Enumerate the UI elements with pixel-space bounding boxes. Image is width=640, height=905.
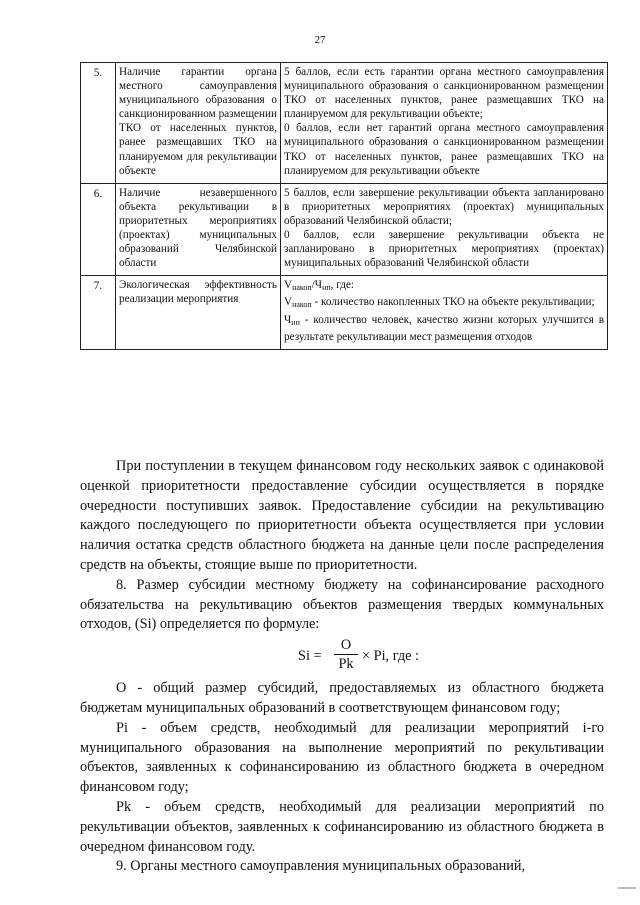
table-row bbox=[81, 276, 608, 349]
criterion-scoring bbox=[281, 183, 608, 276]
formula-tail: , где: bbox=[330, 279, 355, 292]
scan-edge-mark bbox=[618, 887, 636, 889]
definition-o: O - общий размер субсидий, предоставляемых из областного бюджета бюджетам муниципальных образований в соответствующем финансовом году; bbox=[80, 680, 604, 716]
score-5-text: 5 баллов, если есть гарантии органа местного самоуправления муниципального образования о санкционированном размещении ТКО от населенных пунктов, ранее размещавших ТКО на планируемом для рекультивации объекте; bbox=[284, 66, 604, 121]
definition-ch bbox=[284, 313, 604, 344]
definition-pi: Pi - объем средств, необходимый для реализации мероприятий i-го муниципального образования на выполнение мероприятий по рекультивации объектов, заявленных к софинансированию из областного бюджета в очередном финансовом году; bbox=[80, 719, 604, 796]
score-0-text: 0 баллов, если завершение рекультивации объекта не запланировано в приоритетных мероприятиях (проектах) муниципальных образований Челябинской области bbox=[284, 229, 604, 270]
criterion-scoring bbox=[281, 276, 608, 349]
criteria-table bbox=[80, 62, 608, 350]
criterion-name: Экологическая эффективность реализации мероприятия bbox=[116, 276, 281, 349]
row-number: 6. bbox=[81, 183, 116, 276]
table-row bbox=[81, 183, 608, 276]
score-5-text: 5 баллов, если завершение рекультивации объекта запланировано в приоритетных мероприятиях (проектах) муниципальных образований Челябинской области; bbox=[284, 186, 604, 227]
definition-pk: Pk - объем средств, необходимый для реализации мероприятий по рекультивации объектов, заявленных к софинансированию из областного бюджета в очередном финансовом году. bbox=[80, 798, 604, 855]
def-v-text: - количество накопленных ТКО на объекте рекультивации; bbox=[311, 296, 595, 309]
formula-lhs: Si = bbox=[298, 648, 322, 665]
paragraph-8: 8. Размер субсидии местному бюджету на софинансирование расходного обязательства на рекультивацию объектов размещения твердых коммунальных отходов, (Si) определяется по формуле: bbox=[80, 576, 604, 633]
formula-sep: / bbox=[311, 279, 315, 292]
page-number: 27 bbox=[314, 34, 326, 46]
score-0-text: 0 баллов, если нет гарантий органа местного самоуправления муниципального образования о санкционированном размещении ТКО от населенных пунктов, ранее размещавших ТКО на планируемом для рекультивации объекте bbox=[284, 122, 604, 177]
criterion-name: Наличие гарантии органа местного самоуправления муниципального образования о санкционированном размещении ТКО от населенных пунктов, ранее размещавших ТКО на планируемом для рекультивации объекте bbox=[116, 63, 281, 184]
body-text bbox=[80, 457, 604, 877]
row-number: 7. bbox=[81, 276, 116, 349]
formula-v: V bbox=[284, 279, 293, 292]
formula-v-sub: накоп bbox=[292, 283, 312, 293]
formula-rhs: × Pi, где : bbox=[362, 648, 420, 665]
formula-fraction bbox=[334, 637, 358, 674]
formula-ch-sub: нп bbox=[322, 283, 331, 293]
criterion-name: Наличие незавершенного объекта рекультивации в приоритетных мероприятиях (проектах) муниципальных образований Челябинской области bbox=[116, 183, 281, 276]
def-ch-text: - количество человек, качество жизни которых улучшится в результате рекультивации мест размещения отходов bbox=[284, 313, 604, 343]
def-v-symbol: V bbox=[284, 296, 293, 309]
criterion-scoring bbox=[281, 63, 608, 184]
formula-numerator: O bbox=[334, 637, 358, 655]
definition-v bbox=[284, 295, 604, 312]
table-row bbox=[81, 63, 608, 184]
subsidy-formula bbox=[80, 637, 604, 677]
def-ch-symbol: Ч bbox=[284, 313, 292, 326]
paragraph-priority: При поступлении в текущем финансовом году нескольких заявок с одинаковой оценкой приоритетности предоставление субсидии осуществляется в порядке очередности поступивших заявок. Предоставление субсидии на рекультивацию каждого последующего по приоритетности объекта осуществляется при условии наличия остатка средств областного бюджета на данные цели после распределения средств на объекты, стоящие выше по приоритетности. bbox=[80, 458, 604, 573]
paragraph-9: 9. Органы местного самоуправления муниципальных образований, bbox=[116, 858, 526, 875]
def-v-sub: накоп bbox=[292, 300, 312, 310]
formula-denominator: Pk bbox=[338, 656, 354, 673]
def-ch-sub: нп bbox=[291, 317, 300, 327]
row-number: 5. bbox=[81, 63, 116, 184]
formula-ch: Ч bbox=[314, 279, 323, 292]
efficiency-formula bbox=[284, 278, 604, 295]
